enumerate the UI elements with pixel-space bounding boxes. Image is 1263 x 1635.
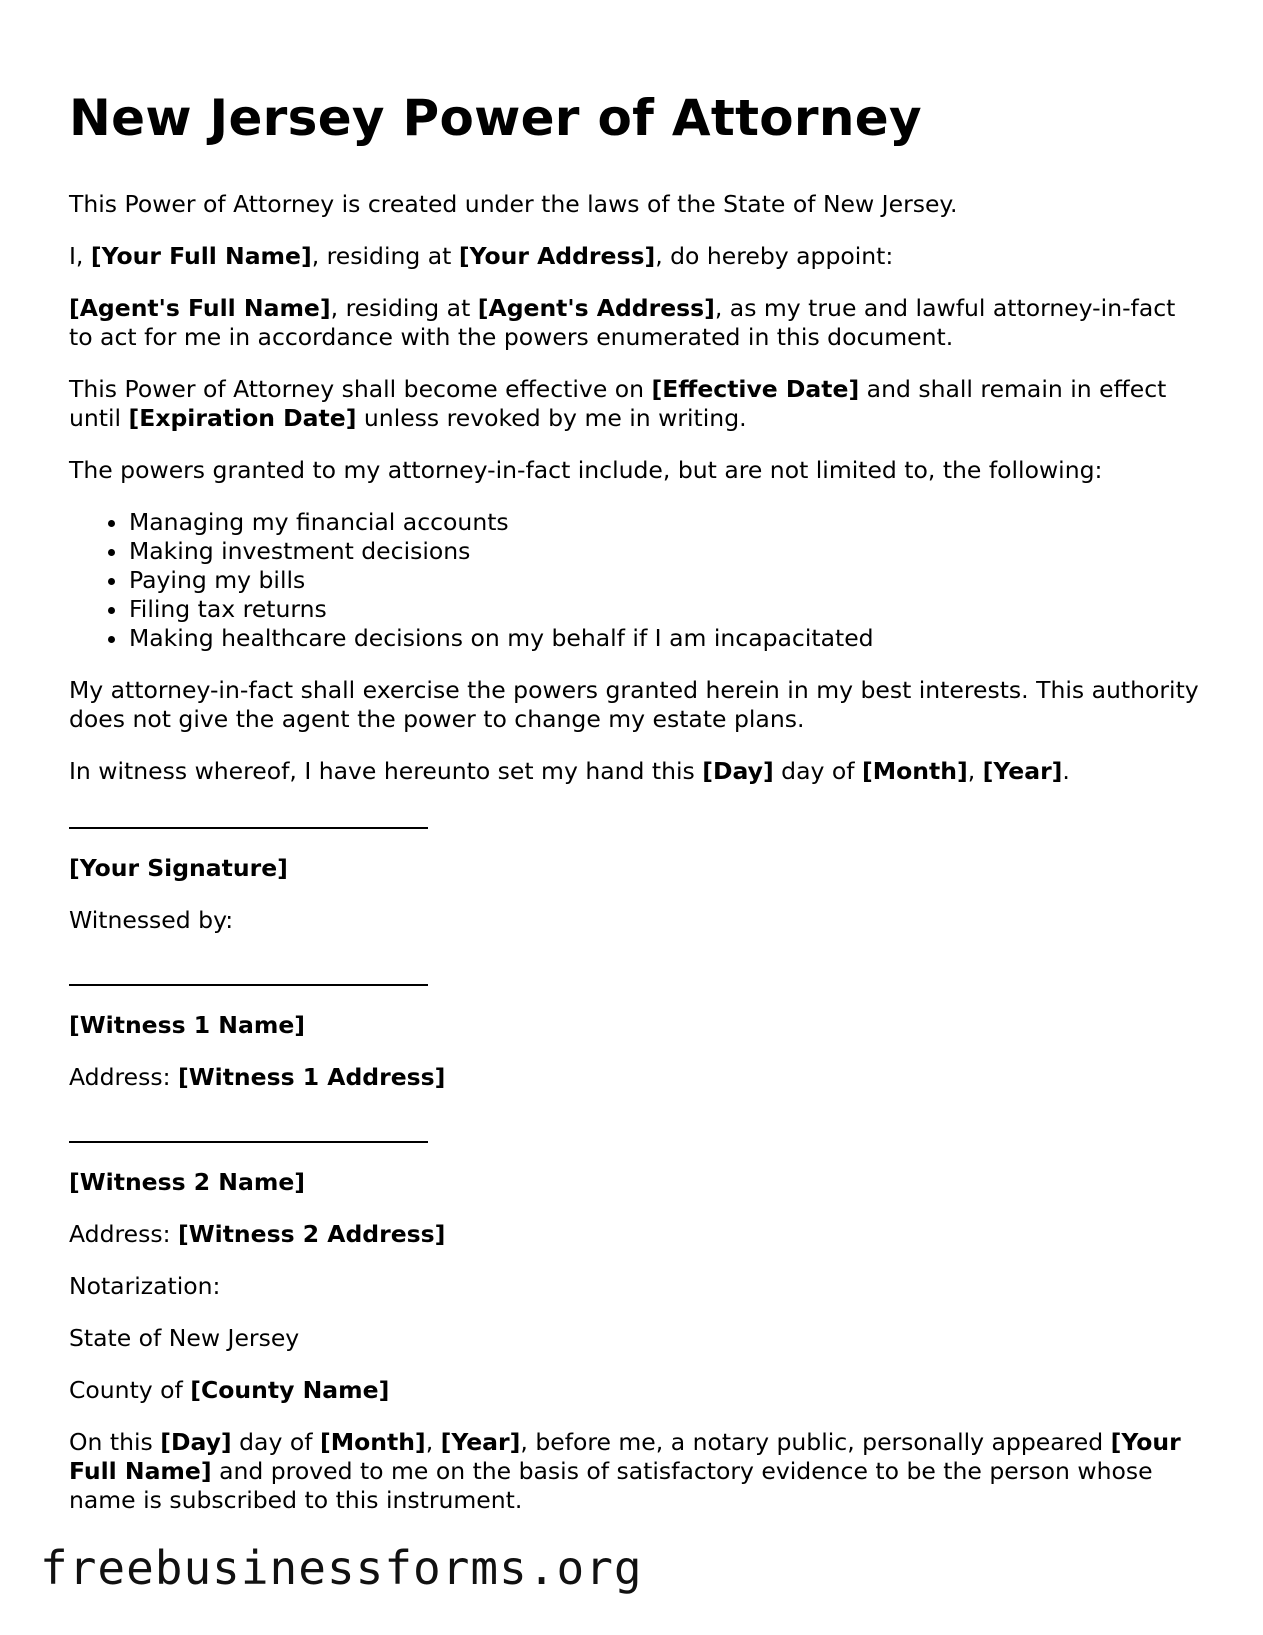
watermark-text: freebusinessforms.org: [40, 1541, 643, 1595]
witness-2-address: Address: [Witness 2 Address]: [69, 1220, 446, 1248]
witness-1-address: Address: [Witness 1 Address]: [69, 1063, 446, 1091]
state-line: State of New Jersey: [69, 1324, 300, 1352]
notary-paragraph: On this [Day] day of [Month], [Year], before me, a notary public, personally appeared [Your Full Name] and proved to me on the basis of satisfactory evidence to be the person whose name is subscribed to this instrument.: [69, 1428, 1181, 1514]
your-signature-label: [Your Signature]: [69, 854, 288, 882]
list-item: • Making healthcare decisions on my behalf if I am incapacitated: [129, 624, 1199, 653]
witness-clause: In witness whereof, I have hereunto set my hand this [Day] day of [Month], [Year].: [69, 757, 1070, 785]
appointment-paragraph: I, [Your Full Name], residing at [Your Address], do hereby appoint:: [69, 242, 894, 270]
agent-paragraph: [Agent's Full Name], residing at [Agent's Address], as my true and lawful attorney-in-fact to act for me in accordance with the powers enumerated in this document.: [69, 294, 1176, 351]
document-title: New Jersey Power of Attorney: [69, 89, 922, 147]
list-item: • Making investment decisions: [129, 537, 1199, 566]
document-page: [69, 78, 1199, 1538]
your-full-name-placeholder: [Your Full Name]: [90, 242, 312, 270]
witness-1-name: [Witness 1 Name]: [69, 1011, 305, 1039]
county-name-placeholder: [County Name]: [190, 1376, 390, 1404]
agent-name-placeholder: [Agent's Full Name]: [69, 294, 331, 322]
list-item: • Paying my bills: [129, 566, 1199, 595]
witness-2-name: [Witness 2 Name]: [69, 1168, 305, 1196]
agent-address-placeholder: [Agent's Address]: [477, 294, 715, 322]
your-address-placeholder: [Your Address]: [458, 242, 656, 270]
witnessed-by-label: Witnessed by:: [69, 906, 234, 934]
witness-1-signature-line: [69, 983, 428, 986]
year-placeholder: [Year]: [982, 757, 1063, 785]
signature-line: [69, 826, 428, 829]
witness-2-signature-line: [69, 1140, 428, 1143]
list-item: • Managing my financial accounts: [129, 508, 1199, 537]
county-line: County of [County Name]: [69, 1376, 390, 1404]
effective-date-placeholder: [Effective Date]: [651, 375, 860, 403]
month-placeholder: [Month]: [862, 757, 968, 785]
day-placeholder: [Day]: [702, 757, 774, 785]
list-item: • Filing tax returns: [129, 595, 1199, 624]
expiration-date-placeholder: [Expiration Date]: [128, 404, 357, 432]
powers-intro: The powers granted to my attorney-in-fact include, but are not limited to, the following:: [69, 456, 1103, 484]
powers-list: [69, 508, 1199, 653]
intro-paragraph: This Power of Attorney is created under the laws of the State of New Jersey.: [69, 190, 958, 218]
exercise-paragraph: My attorney-in-fact shall exercise the powers granted herein in my best interests. This authority does not give the agent the power to change my estate plans.: [69, 676, 1199, 733]
effective-paragraph: This Power of Attorney shall become effective on [Effective Date] and shall remain in effect until [Expiration Date] unless revoked by me in writing.: [69, 375, 1167, 432]
notarization-label: Notarization:: [69, 1272, 221, 1300]
